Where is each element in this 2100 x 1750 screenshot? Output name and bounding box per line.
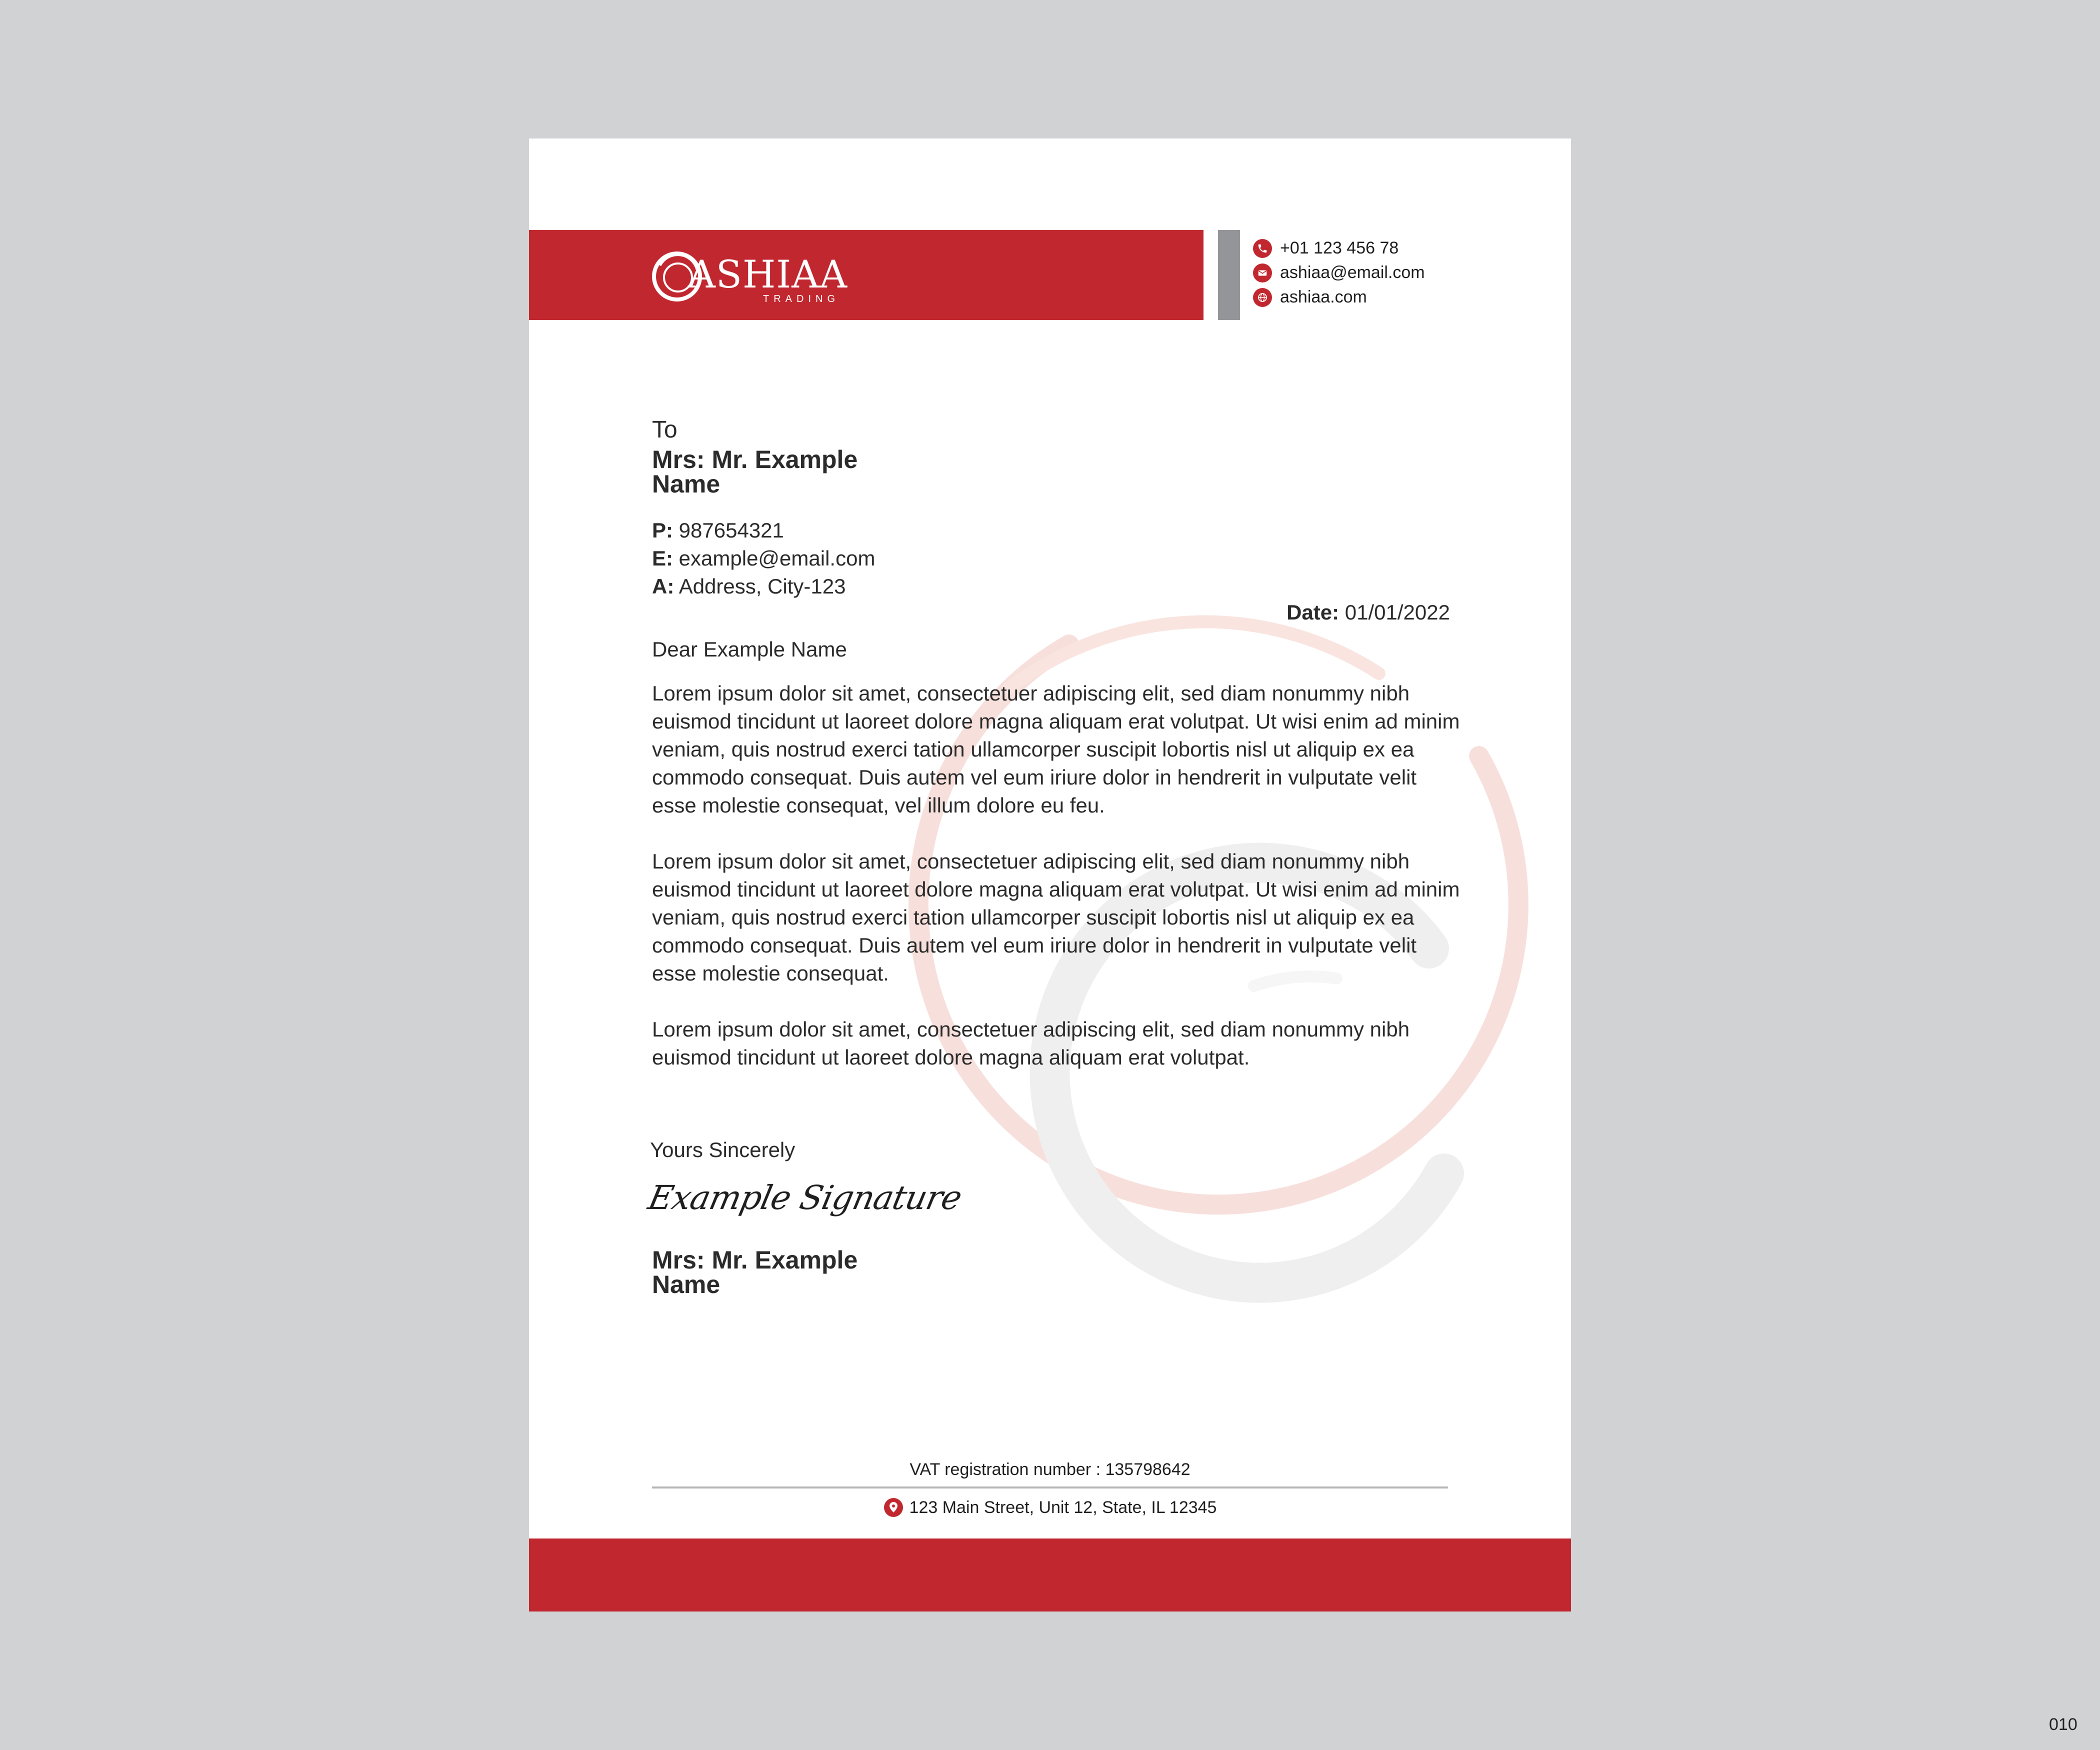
salutation: Dear Example Name	[652, 638, 847, 661]
body-paragraph-2: Lorem ipsum dolor sit amet, consectetuer adipiscing elit, sed diam nonummy nibh euismod tincidunt ut laoreet dolore magna aliquam erat volutpat. Ut wisi enim ad minim veniam, quis nostrud exerci tation ullamcorper suscipit lobortis nisl ut aliquip ex ea commodo consequat. Duis autem vel eum iriure dolor in hendrerit in vulputate velit esse molestie consequat.	[652, 850, 1460, 985]
location-pin-icon	[884, 1498, 904, 1518]
email-icon	[1253, 264, 1272, 282]
closing: Yours Sincerely	[650, 1138, 796, 1162]
footer-band	[529, 1538, 1571, 1612]
recipient-email: E: example@email.com	[652, 546, 876, 570]
recipient-phone: P: 987654321	[652, 518, 784, 542]
recipient-name: Mrs: Mr. Example Name	[652, 446, 858, 498]
contact-website	[1253, 285, 1425, 310]
footer-address	[529, 1498, 1571, 1518]
logo-wordmark: ASHIAA	[688, 252, 848, 296]
body-paragraph-1: Lorem ipsum dolor sit amet, consectetuer adipiscing elit, sed diam nonummy nibh euismod tincidunt ut laoreet dolore magna aliquam erat volutpat. Ut wisi enim ad minim veniam, quis nostrud exerci tation ullamcorper suscipit lobortis nisl ut aliquip ex ea commodo consequat. Duis autem vel eum iriure dolor in hendrerit in vulputate velit esse molestie consequat, vel illum dolore eu feu.	[652, 682, 1460, 817]
contact-phone-text[interactable]: +01 123 456 78	[1280, 238, 1399, 258]
phone-icon	[1253, 239, 1272, 258]
to-label: To	[652, 416, 678, 443]
company-logo	[649, 242, 869, 308]
letter-date: Date: 01/01/2022	[1286, 600, 1450, 624]
contact-email	[1253, 260, 1425, 285]
sender-name: Mrs: Mr. Example Name	[652, 1246, 858, 1298]
logo-subtitle: TRADING	[763, 294, 840, 304]
recipient-address: A: Address, City-123	[652, 574, 846, 598]
contact-block	[1253, 236, 1425, 310]
contact-phone	[1253, 236, 1425, 260]
header-band	[529, 230, 1204, 320]
recipient-details	[652, 516, 875, 600]
contact-website-text[interactable]: ashiaa.com	[1280, 288, 1367, 306]
footer-divider	[652, 1486, 1448, 1488]
contact-email-text[interactable]: ashiaa@email.com	[1280, 263, 1425, 282]
globe-icon	[1253, 288, 1272, 307]
body-paragraph-3: Lorem ipsum dolor sit amet, consectetuer adipiscing elit, sed diam nonummy nibh euismod tincidunt ut laoreet dolore magna aliquam erat volutpat.	[652, 1018, 1410, 1069]
signature	[644, 1178, 965, 1248]
signature-text: Example Signature	[644, 1178, 965, 1217]
page-number: 010	[2049, 1715, 2078, 1734]
vat-registration: VAT registration number : 135798642	[910, 1460, 1190, 1479]
header-grey-bar	[1218, 230, 1240, 320]
letterhead-page	[529, 138, 1571, 1612]
footer-address-text: 123 Main Street, Unit 12, State, IL 12345	[909, 1498, 1217, 1517]
